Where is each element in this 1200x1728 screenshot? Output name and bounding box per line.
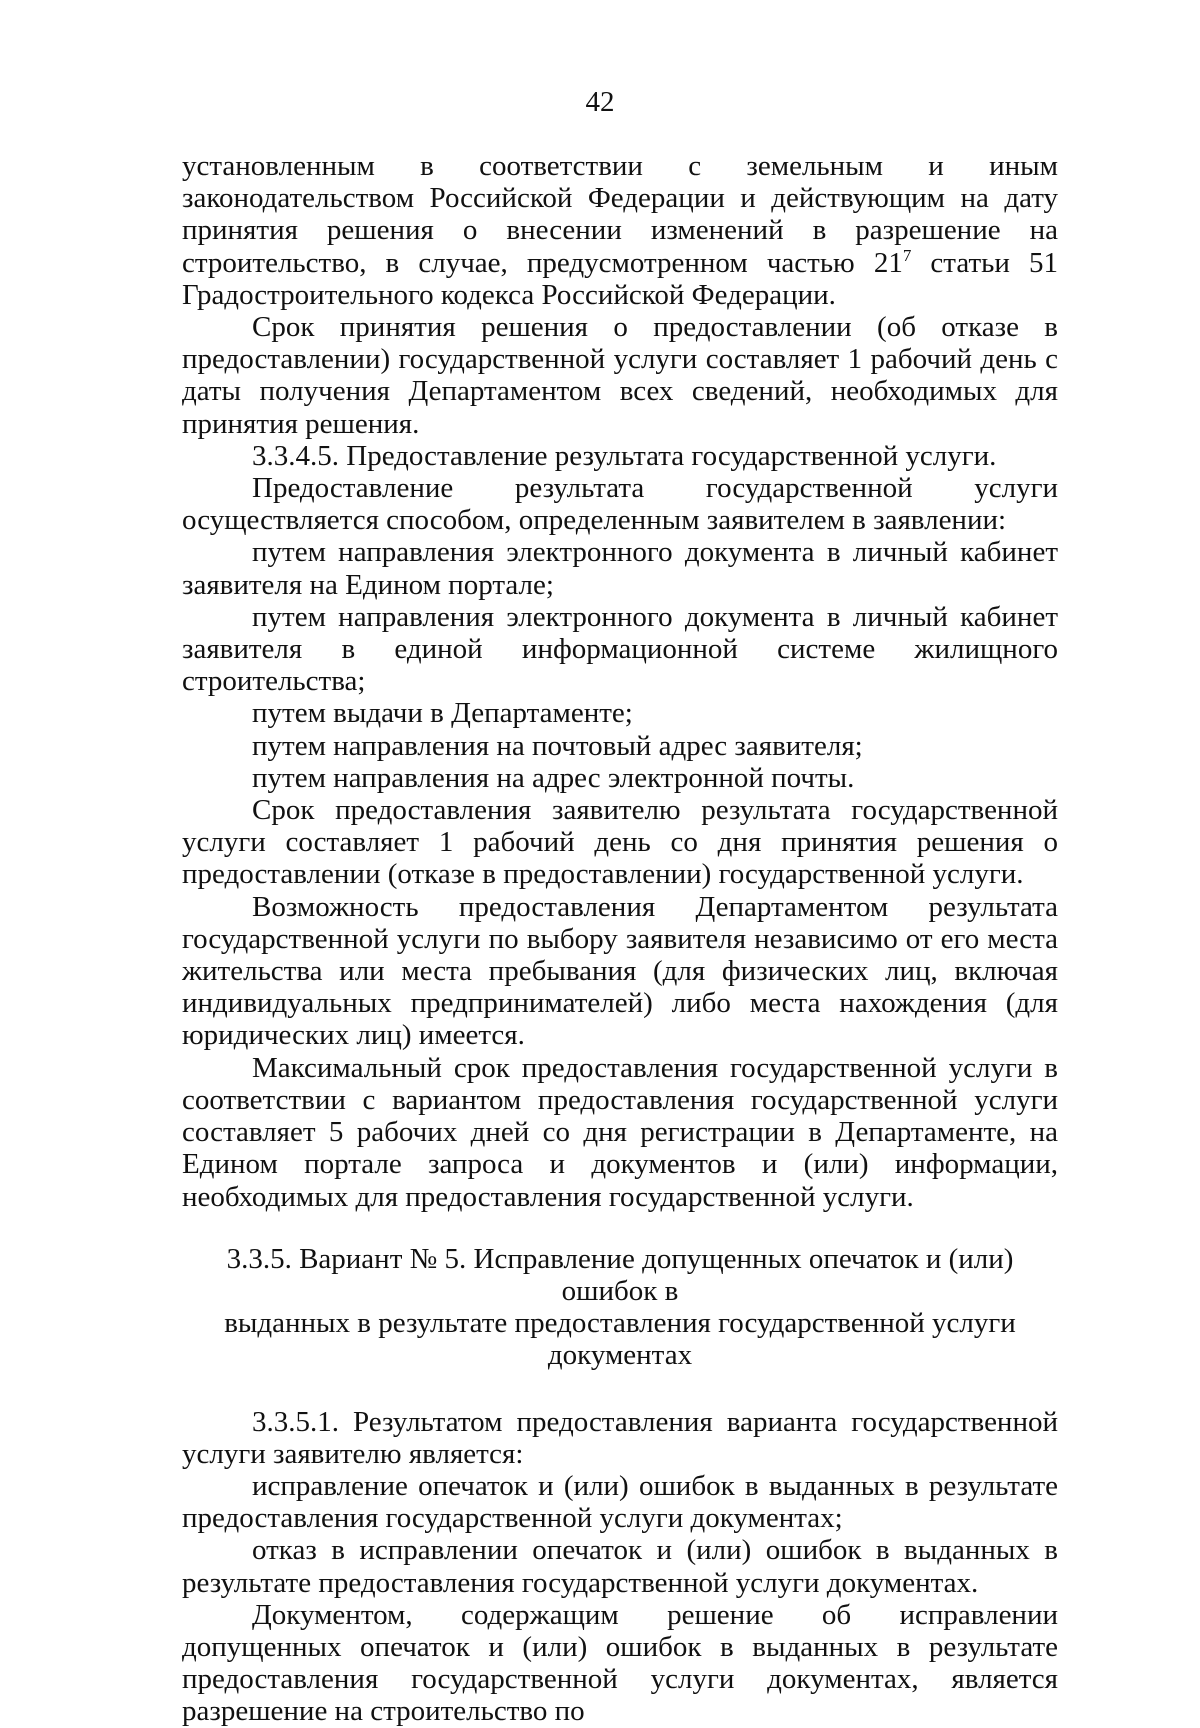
list-item-postal: путем направления на почтовый адрес заявителя; <box>252 729 863 762</box>
paragraph-possibility: Возможность предоставления Департаментом результата государственной услуги по выбору заявителя независимо от его места жительства или места пребывания (для физических лиц, включая индивидуальных предпринимателей) либо места нахождения (для юридических лиц) имеется. <box>182 890 1058 1052</box>
page-number: 42 <box>585 86 615 118</box>
paragraph-document-decision: Документом, содержащим решение об исправлении допущенных опечаток и (или) ошибок в выданных в результате предоставления государственной услуги документах, является разрешение на строительство по <box>182 1598 1058 1728</box>
paragraph-text-after-superscript: статьи 51 Градостроительного кодекса Российской Федерации. <box>182 246 1058 311</box>
list-item-email: путем направления на адрес электронной почты. <box>252 761 855 794</box>
section-3-3-5-1: 3.3.5.1. Результатом предоставления варианта государственной услуги заявителю является: <box>182 1405 1058 1470</box>
paragraph-max-term: Максимальный срок предоставления государственной услуги в соответствии с вариантом предоставления государственной услуги составляет 5 рабочих дней со дня регистрации в Департаменте, на Едином портале запроса и документов и (или) информации, необходимых для предоставления государственной услуги. <box>182 1051 1058 1213</box>
heading-line-2: выданных в результате предоставления государственной услуги документах <box>224 1307 1016 1372</box>
list-item-department: путем выдачи в Департаменте; <box>252 697 633 730</box>
document-body <box>182 150 1058 1728</box>
list-item-refusal: отказ в исправлении опечаток и (или) ошибок в выданных в результате предоставления государственной услуги документах. <box>182 1534 1058 1599</box>
paragraph-result-deadline: Срок предоставления заявителю результата государственной услуги составляет 1 рабочий день со дня принятия решения о предоставлении (отказе в предоставлении) государственной услуги. <box>182 794 1058 891</box>
heading-line-1: 3.3.5. Вариант № 5. Исправление допущенных опечаток и (или) ошибок в <box>226 1242 1014 1307</box>
list-item-unified-portal: путем направления электронного документа в личный кабинет заявителя на Едином портале; <box>182 536 1058 601</box>
superscript-7: 7 <box>902 245 912 265</box>
paragraph-text-before-superscript: установленным в соответствии с земельным и иным законодательством Российской Федерации и действующим на дату принятия решения о внесении изменений в разрешение на строительство, в случае, предусмотренном частью 21 <box>182 150 1058 279</box>
list-item-correction: исправление опечаток и (или) ошибок в выданных в результате предоставления государственной услуги документах; <box>182 1469 1058 1535</box>
paragraph-decision-deadline: Срок принятия решения о предоставлении (об отказе в предоставлении) государственной услуги составляет 1 рабочий день с даты получения Департаментом всех сведений, необходимых для принятия решения. <box>182 311 1058 440</box>
paragraph-result-method: Предоставление результата государственной услуги осуществляется способом, определенным заявителем в заявлении: <box>182 472 1058 537</box>
section-heading-3-3-5 <box>182 1243 1058 1372</box>
paragraph-continuation <box>182 150 1058 311</box>
section-3-3-4-5: 3.3.4.5. Предоставление результата государственной услуги. <box>252 439 997 472</box>
list-item-housing-system: путем направления электронного документа в личный кабинет заявителя в единой информационной системе жилищного строительства; <box>182 600 1058 698</box>
